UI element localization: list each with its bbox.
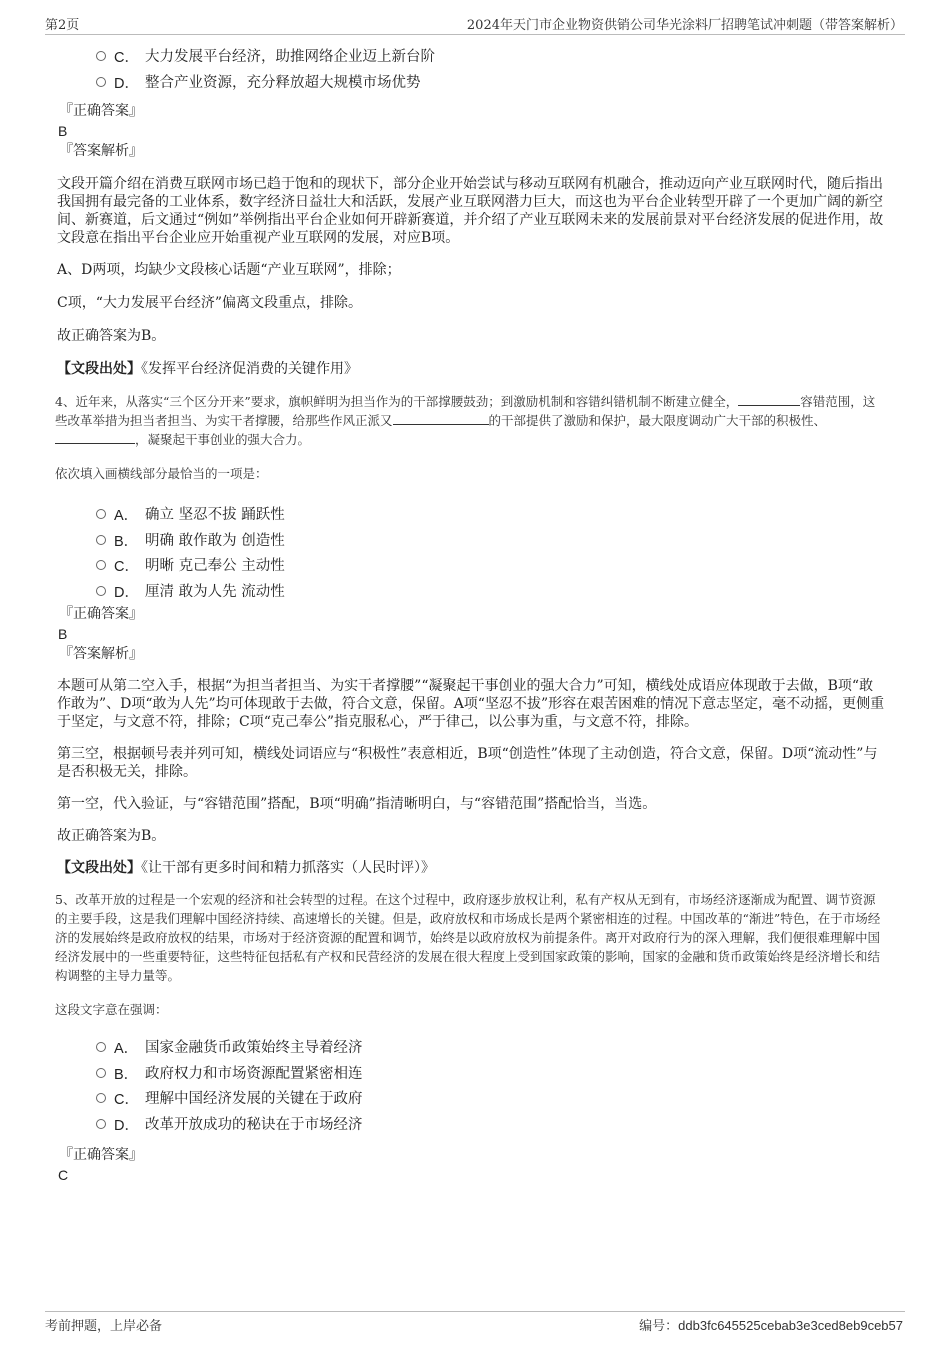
- option-letter: D．: [114, 584, 139, 601]
- question-text-part: 4、近年来，从落实“三个区分开来”要求，旗帜鲜明为担当作为的干部撑腰鼓劲；到激励机制和容错纠错机制不断建立健全，: [55, 394, 739, 409]
- footer-slogan: 考前押题，上岸必备: [45, 1319, 163, 1334]
- analysis-label: 『答案解析』: [59, 143, 143, 159]
- option-text: 整合产业资源，充分释放超大规模市场优势: [145, 74, 421, 91]
- option-text: 政府权力和市场资源配置紧密相连: [145, 1065, 363, 1082]
- option-d[interactable]: [57, 1112, 887, 1138]
- option-a[interactable]: [57, 502, 887, 528]
- option-text: 改革开放成功的秘诀在于市场经济: [145, 1116, 363, 1133]
- question-prompt: 这段文字意在强调：: [55, 1002, 168, 1017]
- analysis-label: 『答案解析』: [59, 646, 143, 662]
- option-text: 厘清 敢为人先 流动性: [145, 583, 285, 600]
- question-3: [57, 44, 887, 378]
- question-text-part: 容错范围，这些改革举措为担当者担当、为实干者撑腰，给那些作风正派又: [55, 394, 876, 428]
- option-c[interactable]: [57, 553, 887, 579]
- fill-blank-2: [393, 412, 489, 425]
- analysis-paragraph: 第三空，根据顿号表并列可知，横线处词语应与“积极性”表意相近，B项“创造性”体现了主动创造，符合文意，保留。D项“流动性”与是否积极无关，排除。: [57, 746, 878, 780]
- radio-icon[interactable]: [96, 1119, 106, 1129]
- option-text: 国家金融货币政策始终主导着经济: [145, 1040, 363, 1056]
- radio-icon[interactable]: [96, 1093, 106, 1103]
- question-4: [57, 392, 887, 877]
- analysis-paragraph: 文段开篇介绍在消费互联网市场已趋于饱和的现状下，部分企业开始尝试与移动互联网有机融合，推动迈向产业互联网时代，随后指出我国拥有最完备的工业体系，数字经济日益壮大和活跃，发展产业互联网潜力巨大，而这也为平台企业转型开辟了一个更加广阔的新空间、新赛道，后文通过“例如”举例指出平台企业如何开辟新赛道，并介绍了产业互联网未来的发展前景对平台经济发展的促进作用，故文段意在指出平台企业应开始重视产业互联网的发展，对应B项。: [57, 176, 884, 246]
- fill-blank-3: [55, 431, 135, 444]
- answer-label: 『正确答案』: [59, 103, 143, 119]
- source-title: 《发挥平台经济促消费的关键作用》: [141, 361, 358, 377]
- analysis-paragraph: A、D两项，均缺少文段核心话题“产业互联网”，排除；: [57, 262, 401, 278]
- code-value: ddb3fc645525cebab3e3ced8eb9ceb57: [678, 1318, 903, 1333]
- source-prefix: 【文段出处】: [57, 860, 141, 876]
- page-header: [45, 14, 905, 35]
- radio-icon[interactable]: [96, 77, 106, 87]
- radio-icon[interactable]: [96, 1042, 106, 1052]
- analysis-paragraph: 故正确答案为B。: [57, 828, 166, 844]
- option-letter: C．: [114, 1092, 139, 1108]
- document-code: [639, 1315, 903, 1334]
- analysis-paragraph: 第一空，代入验证，与“容错范围”搭配，B项“明确”指清晰明白，与“容错范围”搭配恰当，当选。: [57, 796, 657, 812]
- question-text-part: ，凝聚起干事创业的强大合力。: [135, 432, 311, 447]
- analysis-paragraph: 故正确答案为B。: [57, 328, 166, 344]
- answer-value: B: [58, 123, 68, 139]
- radio-icon[interactable]: [96, 586, 106, 596]
- option-text: 明确 敢作敢为 创造性: [145, 532, 285, 549]
- option-letter: D．: [114, 1117, 139, 1134]
- option-text: 确立 坚忍不拔 踊跃性: [145, 507, 285, 523]
- question-prompt: 依次填入画横线部分最恰当的一项是：: [55, 466, 268, 481]
- option-a[interactable]: [57, 1035, 887, 1061]
- option-text: 明晰 克己奉公 主动性: [145, 558, 285, 574]
- option-text: 理解中国经济发展的关键在于政府: [145, 1091, 363, 1107]
- option-text: 大力发展平台经济，助推网络企业迈上新台阶: [145, 49, 435, 65]
- option-letter: D．: [114, 75, 139, 92]
- analysis-paragraph: 本题可从第二空入手，根据“为担当者担当、为实干者撑腰”“凝聚起干事创业的强大合力”可知，横线处成语应体现敢于去做，B项“敢作敢为”、D项“敢为人先”均可体现敢于去做，符合文意，保留。A项“坚忍不拔”形容在艰苦困难的情况下意志坚定，毫不动摇，更侧重于坚定，与文意不符，排除；C项“克己奉公”指克服私心，严于律己，以公事为重，与文意不符，排除。: [57, 678, 885, 730]
- radio-icon[interactable]: [96, 535, 106, 545]
- source-citation: [57, 360, 887, 378]
- option-letter: C．: [114, 50, 139, 66]
- fill-blank-1: [738, 393, 800, 406]
- option-b[interactable]: [57, 1061, 887, 1087]
- option-b[interactable]: [57, 528, 887, 554]
- source-prefix: 【文段出处】: [57, 361, 141, 377]
- answer-value: B: [58, 626, 68, 642]
- option-c[interactable]: [57, 1086, 887, 1112]
- source-title: 《让干部有更多时间和精力抓落实（人民时评）》: [141, 860, 435, 876]
- source-citation: [57, 859, 887, 877]
- document-title: 2024年天门市企业物资供销公司华光涂料厂招聘笔试冲刺题（带答案解析）: [466, 18, 903, 33]
- radio-icon[interactable]: [96, 509, 106, 519]
- question-text: 5、改革开放的过程是一个宏观的经济和社会转型的过程。在这个过程中，政府逐步放权让利，私有产权从无到有，市场经济逐渐成为配置、调节资源的主要手段，这是我们理解中国经济持续、高速增长的关键。但是，政府放权和市场成长是两个紧密相连的过程。中国改革的“渐进”特色，在于市场经济的发展始终是政府放权的结果，市场对于经济资源的配置和调节，始终是以政府放权为前提条件。离开对政府行为的深入理解，我们便很难理解中国经济发展中的一些重要特征，这些特征包括私有产权和民营经济的发展在很大程度上受到国家政策的影响，国家的金融和货币政策始终是经济增长和结构调整的主导力量等。: [55, 892, 881, 983]
- option-letter: B．: [114, 533, 139, 550]
- radio-icon[interactable]: [96, 1068, 106, 1078]
- option-d[interactable]: [57, 579, 887, 605]
- option-letter: A．: [114, 508, 139, 524]
- question-5: [57, 890, 887, 1185]
- code-label: 编号：: [639, 1319, 679, 1334]
- document-content: [57, 44, 887, 1185]
- analysis-paragraph: C项，“大力发展平台经济”偏离文段重点，排除。: [57, 295, 363, 311]
- page-number: 第2页: [45, 18, 80, 33]
- option-letter: B．: [114, 1066, 139, 1083]
- radio-icon[interactable]: [96, 51, 106, 61]
- option-letter: A．: [114, 1041, 139, 1057]
- page-footer: [45, 1311, 905, 1336]
- option-letter: C．: [114, 559, 139, 575]
- answer-label: 『正确答案』: [59, 1147, 143, 1163]
- radio-icon[interactable]: [96, 560, 106, 570]
- option-d[interactable]: [57, 70, 887, 96]
- question-text: [55, 392, 887, 449]
- answer-value: C: [58, 1167, 69, 1183]
- answer-label: 『正确答案』: [59, 606, 143, 622]
- question-text-part: 的干部提供了激励和保护，最大限度调动广大干部的积极性、: [488, 413, 827, 428]
- option-c[interactable]: [57, 44, 887, 70]
